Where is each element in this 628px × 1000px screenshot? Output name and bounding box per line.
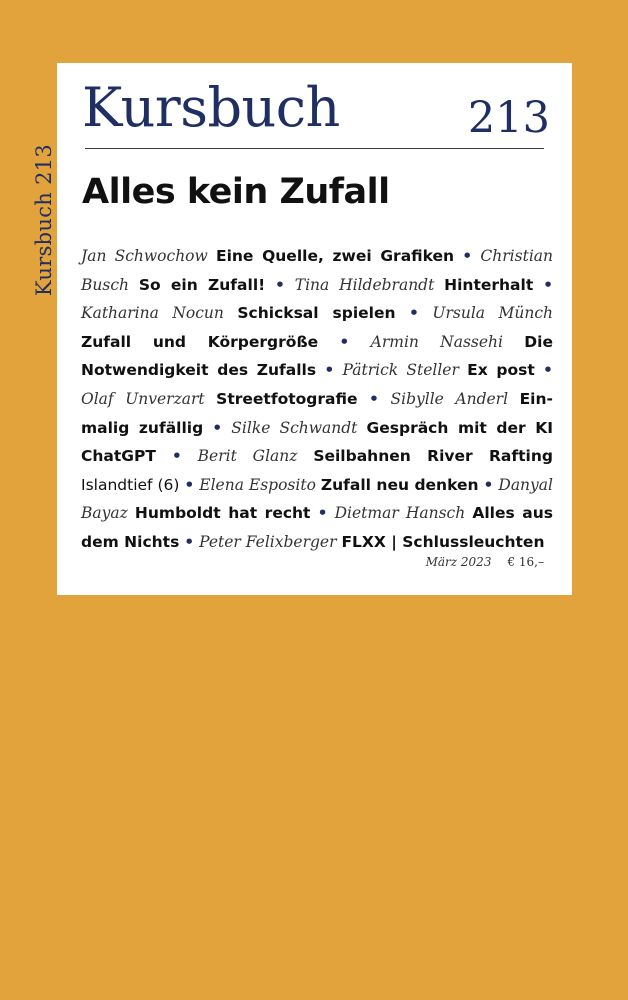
article-title: Seilbahnen River Rafting (313, 447, 553, 466)
bullet-separator: • (462, 247, 473, 265)
article-subtitle: Islandtief (6) (81, 475, 180, 494)
contributor-name: Olaf Unverzart (81, 389, 205, 408)
bullet-separator: • (409, 304, 419, 323)
masthead-logo: Kursbuch (82, 76, 340, 139)
cover-card (57, 63, 572, 595)
contributor-name: Christian Busch (81, 247, 553, 294)
contributor-name: Ursula Münch (432, 304, 553, 323)
article-title: Die Notwendigkeit des Zufalls (81, 332, 553, 380)
contributor-name: Armin Nassehi (370, 332, 503, 351)
contributor-name: Elena Esposito (199, 475, 316, 494)
bullet-separator: • (184, 475, 195, 494)
contributor-name: Peter Felixberger (199, 532, 337, 551)
contributor-name: Katharina Nocun (81, 304, 224, 323)
spine-title (30, 140, 58, 300)
issue-number: 213 (467, 93, 550, 143)
article-title: Zufall und Körpergröße (81, 332, 319, 351)
table-of-contents (81, 242, 553, 557)
spine-title-text: Kursbuch 213 (32, 143, 56, 297)
article-title: So ein Zufall! (138, 275, 266, 294)
contributor-name: Tina Hildebrandt (294, 275, 435, 294)
bullet-separator: • (543, 361, 553, 380)
article-title: Alles aus dem Nichts (81, 504, 553, 551)
article-title: Ex post (467, 361, 535, 380)
bullet-separator: • (317, 504, 328, 523)
cover-footer (426, 555, 544, 569)
issue-headline: Alles kein Zufall (82, 172, 390, 212)
bullet-separator: • (543, 275, 553, 294)
contributor-name: Sibylle Anderl (390, 389, 509, 408)
bullet-separator: • (339, 332, 350, 351)
article-title: FLXX | Schlussleuchten (341, 532, 545, 551)
bullet-separator: • (212, 418, 223, 437)
bullet-separator: • (184, 532, 195, 551)
article-title: Hinterhalt (444, 275, 534, 294)
article-title: Streetfotografie (216, 389, 358, 408)
contributor-name: Pätrick Steller (342, 361, 459, 380)
bullet-separator: • (171, 447, 182, 466)
contributor-name: Silke Schwandt (231, 418, 358, 437)
article-title: Zufall neu denken (320, 475, 479, 494)
article-title: Ein-malig zufällig (81, 389, 553, 437)
contributor-name: Jan Schwochow (81, 247, 208, 265)
masthead-rule (85, 148, 544, 149)
article-title: Schicksal spielen (237, 304, 396, 323)
bullet-separator: • (324, 361, 335, 380)
article-title: Gespräch mit der KI ChatGPT (81, 418, 553, 466)
article-title: Humboldt hat recht (134, 504, 311, 523)
issue-date: März 2023 (425, 555, 492, 569)
contributor-name: Danyal Bayaz (81, 475, 553, 523)
contributor-name: Berit Glanz (197, 447, 298, 466)
issue-price: € 16,– (507, 555, 544, 569)
bullet-separator: • (369, 389, 379, 408)
contributor-name: Dietmar Hansch (334, 504, 466, 523)
bullet-separator: • (275, 275, 285, 294)
article-title: Eine Quelle, zwei Grafiken (215, 247, 455, 265)
bullet-separator: • (483, 475, 494, 494)
